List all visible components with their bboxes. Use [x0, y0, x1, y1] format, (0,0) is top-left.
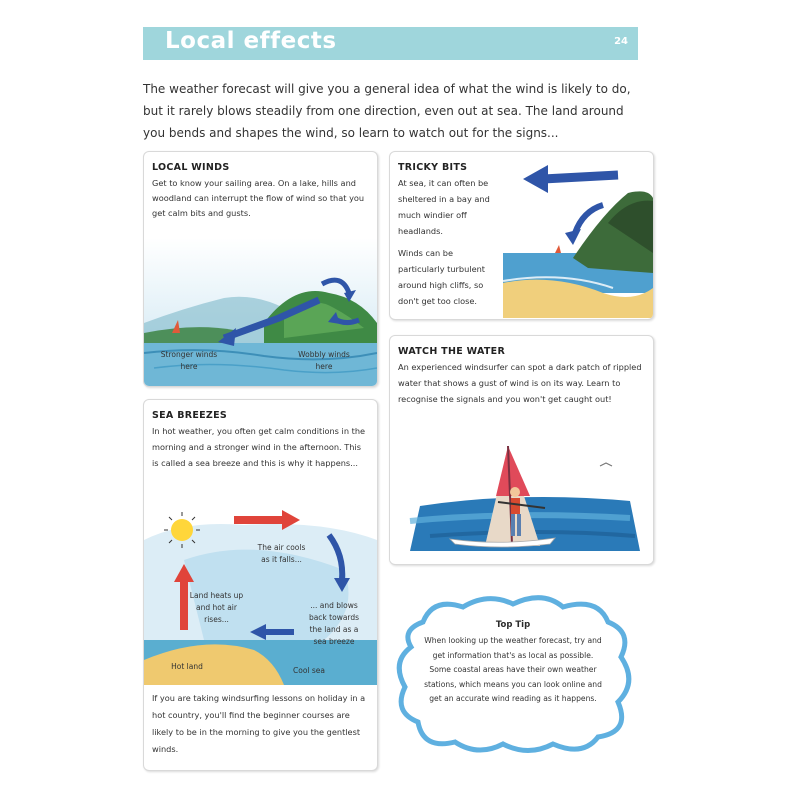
tricky-bits-body-1: At sea, it can often be sheltered in a bay and much windier off headlands.: [398, 178, 490, 236]
label-land-heats: Land heats up and hot air rises...: [189, 591, 244, 624]
page-number: 24: [614, 36, 628, 47]
watch-the-water-title: WATCH THE WATER: [398, 346, 506, 357]
sea-breezes-footer: If you are taking windsurfing lessons on holiday in a hot country, you'll find the beginner courses are likely to be in the morning to give you the gentlest winds.: [152, 693, 366, 754]
caption-wobbly-winds: Wobbly winds here: [298, 350, 350, 371]
label-cool-sea: Cool sea: [293, 666, 325, 675]
page-title: Local effects: [165, 28, 337, 54]
label-air-cools: The air cools as it falls...: [257, 543, 306, 564]
sea-breezes-panel: [143, 399, 378, 771]
intro-paragraph: The weather forecast will give you a general idea of what the wind is likely to do, but it rarely blows steadily from one direction, even out at sea. The land around you bends and shapes the wind, so learn to watch out for the signs...: [143, 82, 631, 140]
windsurfer-head: [510, 487, 520, 497]
tricky-bits-body-2: Winds can be particularly turbulent around high cliffs, so don't get too close.: [398, 248, 486, 306]
local-winds-panel: [143, 151, 378, 387]
local-winds-body: Get to know your sailing area. On a lake, hills and woodland can interrupt the flow of wind so that you get calm bits and gusts.: [152, 178, 365, 218]
sea-breezes-body: In hot weather, you often get calm conditions in the morning and a stronger wind in the afternoon. This is called a sea breeze and this is why it happens...: [152, 426, 366, 468]
label-hot-land: Hot land: [171, 662, 203, 671]
sea-breeze-diagram: [144, 500, 377, 685]
header-bar: [143, 27, 638, 60]
watch-the-water-panel: [389, 335, 654, 565]
headland-illustration: [503, 153, 653, 318]
tricky-bits-title: TRICKY BITS: [398, 162, 468, 173]
caption-stronger-winds: Stronger winds here: [160, 350, 218, 371]
top-tip-body: When looking up the weather forecast, try and get information that's as local as possible. Some coastal areas have their own weather stations, which means you can look online and get an accurate wind reading as it happens.: [424, 636, 602, 703]
label-blows-back: ... and blows back towards the land as a sea breeze: [308, 601, 360, 646]
windsurfer-illustration: [390, 426, 653, 561]
watch-the-water-body: An experienced windsurfer can spot a dark patch of rippled water that shows a gust of wind is on its way. Learn to recognise the signals and you won't get caught out!: [398, 362, 642, 404]
top-tip-cloud: [393, 592, 633, 757]
sea-breezes-title: SEA BREEZES: [152, 410, 228, 421]
local-winds-title: LOCAL WINDS: [152, 162, 230, 173]
tricky-bits-panel: [389, 151, 654, 320]
top-tip-title: Top Tip: [495, 620, 531, 630]
